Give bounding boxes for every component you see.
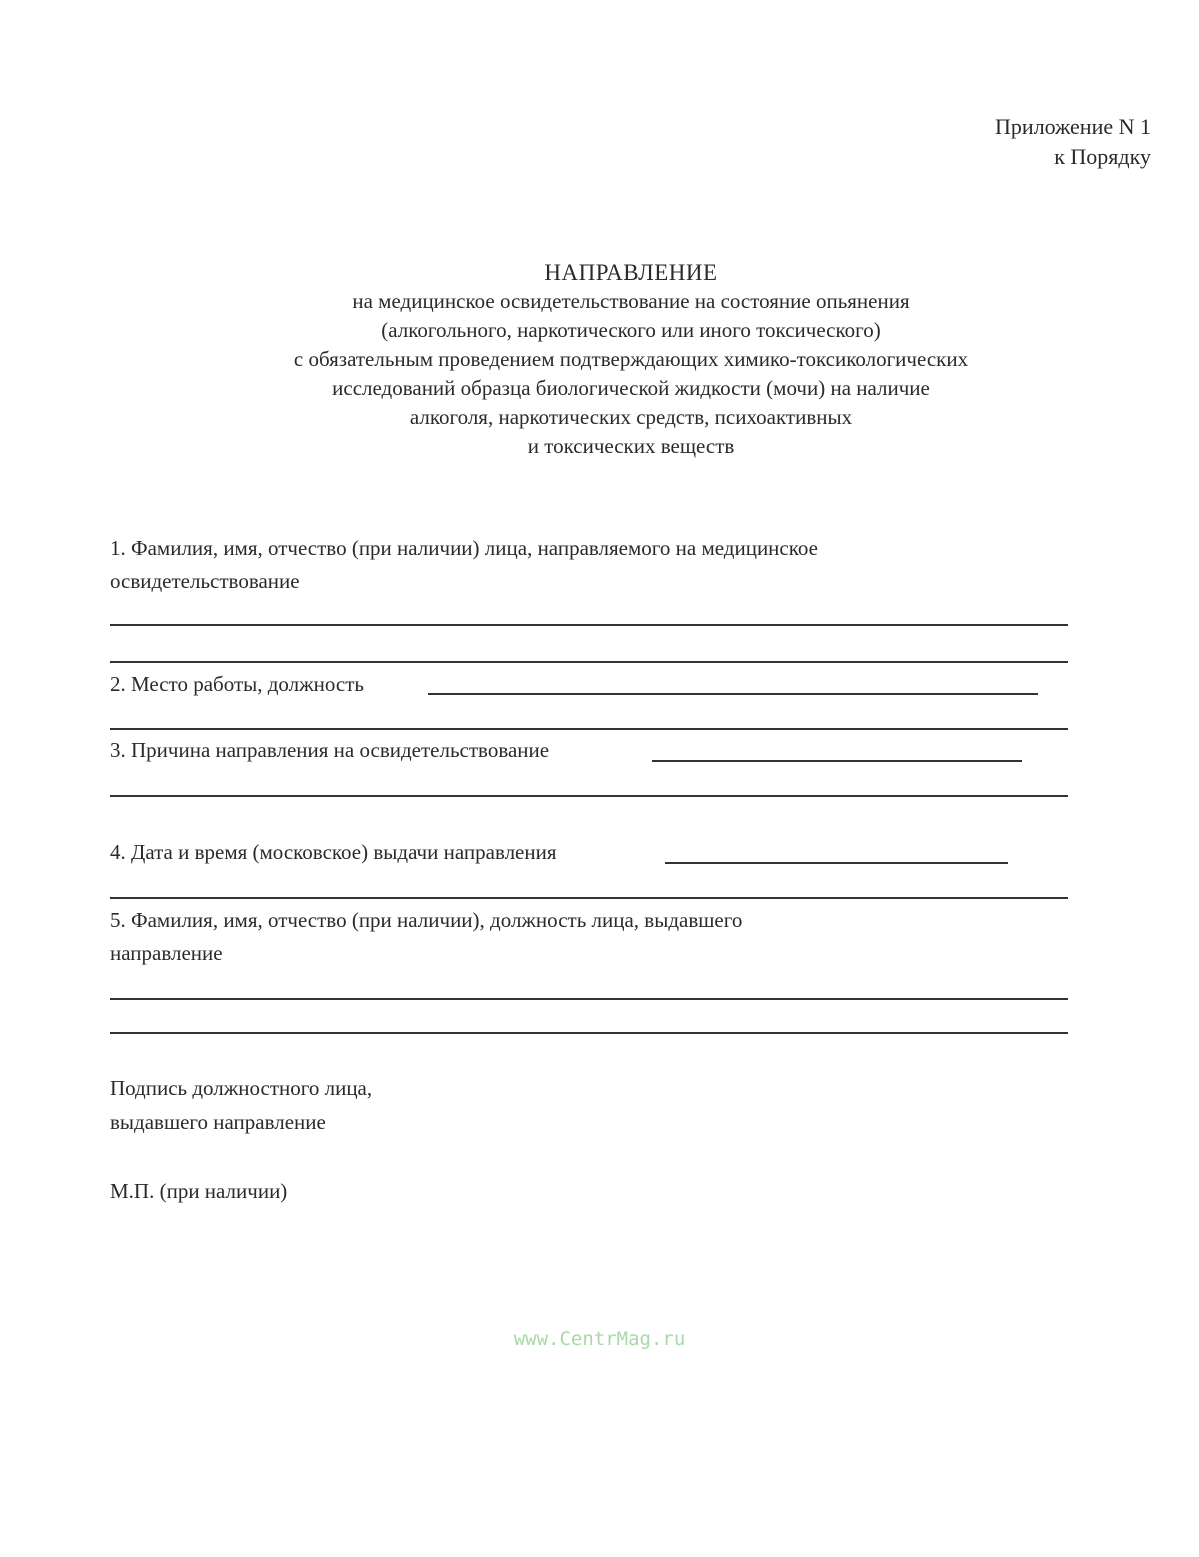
signature-label-cont: выдавшего направление [110, 1110, 326, 1134]
field-5-input-line[interactable] [110, 998, 1068, 1000]
field-1-label: 1. Фамилия, имя, отчество (при наличии) лица, направляемого на медицинское [110, 536, 818, 560]
stamp-label: М.П. (при наличии) [110, 1179, 288, 1203]
field-4-label: 4. Дата и время (московское) выдачи направления [110, 840, 557, 864]
annex-number: Приложение N 1 [995, 114, 1151, 139]
title-line: на медицинское освидетельствование на состояние опьянения [352, 289, 910, 313]
field-4-input-line[interactable] [665, 862, 1008, 864]
field-5-input-line-2[interactable] [110, 1032, 1068, 1034]
field-3-input-line[interactable] [652, 760, 1022, 762]
field-3-input-line-2[interactable] [110, 795, 1068, 797]
field-1-label-cont: освидетельствование [110, 569, 300, 593]
field-4-input-line-2[interactable] [110, 897, 1068, 899]
title-line: и токсических веществ [527, 434, 735, 458]
title-line: с обязательным проведением подтверждающих химико-токсикологических [293, 347, 969, 371]
field-2-label: 2. Место работы, должность [110, 672, 364, 696]
title-line: алкоголя, наркотических средств, психоактивных [409, 405, 853, 429]
signature-label: Подпись должностного лица, [110, 1076, 373, 1100]
annex-reference: к Порядку [1054, 144, 1151, 169]
field-1-input-line[interactable] [110, 624, 1068, 626]
document-title [0, 258, 1199, 461]
field-5-label: 5. Фамилия, имя, отчество (при наличии), должность лица, выдавшего [110, 908, 743, 932]
watermark: www.CentrMag.ru [513, 1328, 686, 1350]
title-main: НАПРАВЛЕНИЕ [544, 260, 718, 285]
field-2-input-line-2[interactable] [110, 728, 1068, 730]
title-line: исследований образца биологической жидкости (мочи) на наличие [332, 376, 930, 400]
annex-header [995, 112, 1151, 172]
field-3-label: 3. Причина направления на освидетельствование [110, 738, 550, 762]
field-1-input-line-2[interactable] [110, 661, 1068, 663]
field-5-label-cont: направление [110, 941, 223, 965]
field-2-input-line[interactable] [428, 693, 1038, 695]
title-line: (алкогольного, наркотического или иного токсического) [381, 318, 881, 342]
